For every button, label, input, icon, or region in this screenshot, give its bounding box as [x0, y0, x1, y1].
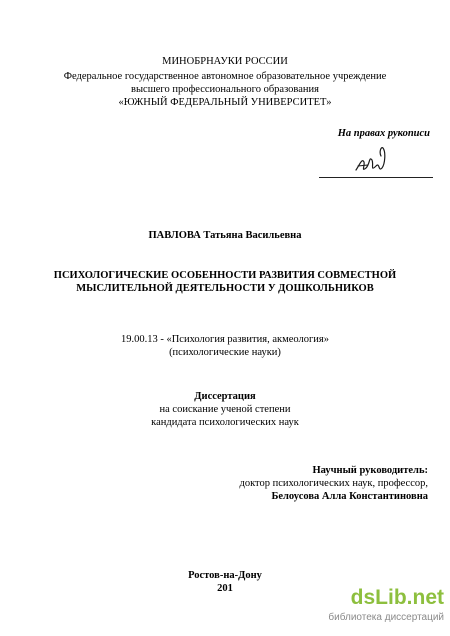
year: 201 [217, 583, 233, 594]
supervisor-degree: доктор психологических наук, профессор, [239, 478, 428, 489]
dissertation-title-line-1: ПСИХОЛОГИЧЕСКИЕ ОСОБЕННОСТИ РАЗВИТИЯ СОВМЕСТНОЙ [53, 270, 397, 281]
author-name: ПАВЛОВА Татьяна Васильевна [148, 230, 302, 241]
manuscript-rights-label: На правах рукописи [337, 128, 430, 139]
dissertation-title-line-2: МЫСЛИТЕЛЬНОЙ ДЕЯТЕЛЬНОСТИ У ДОШКОЛЬНИКОВ [76, 283, 374, 294]
supervisor-label: Научный руководитель: [312, 465, 428, 476]
dslib-watermark [328, 586, 448, 632]
signature-line [319, 177, 433, 178]
watermark-brand: dsLib.net [350, 586, 444, 609]
organization-line-2: высшего профессионального образования [131, 84, 319, 95]
university-name: «ЮЖНЫЙ ФЕДЕРАЛЬНЫЙ УНИВЕРСИТЕТ» [118, 97, 332, 108]
dissertation-heading: Диссертация [194, 391, 256, 402]
specialty-code: 19.00.13 - «Психология развития, акмеология» [120, 334, 330, 345]
supervisor-name: Белоусова Алла Константиновна [271, 491, 428, 502]
ministry-line: МИНОБРНАУКИ РОССИИ [162, 56, 288, 67]
handwritten-signature [352, 142, 392, 182]
science-field: (психологические науки) [169, 347, 281, 358]
degree-purpose-line-2: кандидата психологических наук [151, 417, 299, 428]
city: Ростов-на-Дону [188, 570, 262, 581]
watermark-subtitle: библиотека диссертаций [328, 612, 444, 623]
organization-line-1: Федеральное государственное автономное образовательное учреждение [63, 71, 387, 82]
degree-purpose-line-1: на соискание ученой степени [159, 404, 291, 415]
